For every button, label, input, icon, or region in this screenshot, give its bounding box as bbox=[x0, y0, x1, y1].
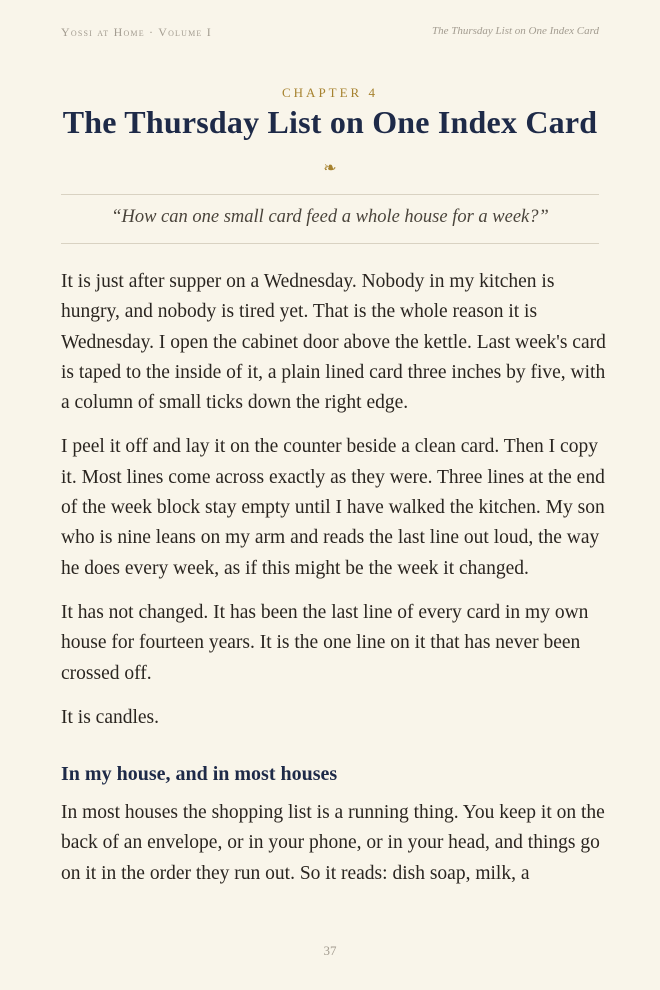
page-number: 37 bbox=[323, 943, 337, 958]
paragraph: It is candles. bbox=[61, 706, 160, 728]
paragraph: In most houses the shopping list is a running thing. You keep it on the back of an envelope, or in your phone, or in your head, and things go on it in the order they run out. So it reads: dish soap, milk, a bbox=[61, 802, 605, 884]
body-text bbox=[61, 267, 606, 903]
running-head bbox=[61, 25, 599, 41]
chapter-label: CHAPTER 4 bbox=[282, 85, 378, 100]
chapter-title: The Thursday List on One Index Card bbox=[62, 104, 598, 140]
epigraph: “How can one small card feed a whole house for a week?” bbox=[111, 207, 549, 227]
paragraph: It has not changed. It has been the last line of every card in my own house for fourteen years. It is the one line on it that has never been crossed off. bbox=[61, 601, 589, 684]
section-heading: In my house, and in most houses bbox=[61, 763, 338, 786]
paragraph: I peel it off and lay it on the counter beside a clean card. Then I copy it. Most lines come across exactly as they were. Three lines at the end of the week block stay empty until I have walked the kitchen. My son who is nine leans on my arm and reads the last line out loud, the way he does every week, as if this might be the week it changed. bbox=[61, 436, 605, 579]
epigraph-bottom-rule bbox=[61, 243, 599, 244]
paragraph: It is just after supper on a Wednesday. Nobody in my kitchen is hungry, and nobody is tired yet. That is the whole reason it is Wednesday. I open the cabinet door above the kettle. Last week's card is taped to the inside of it, a plain lined card three inches by five, with a column of small ticks down the right edge. bbox=[61, 271, 606, 414]
epigraph-top-rule bbox=[61, 194, 599, 195]
running-head-book-title: Yossi at Home · Volume I bbox=[61, 25, 212, 39]
fleuron-ornament-icon: ❧ bbox=[323, 158, 337, 177]
running-head-chapter-title: The Thursday List on One Index Card bbox=[431, 25, 599, 37]
